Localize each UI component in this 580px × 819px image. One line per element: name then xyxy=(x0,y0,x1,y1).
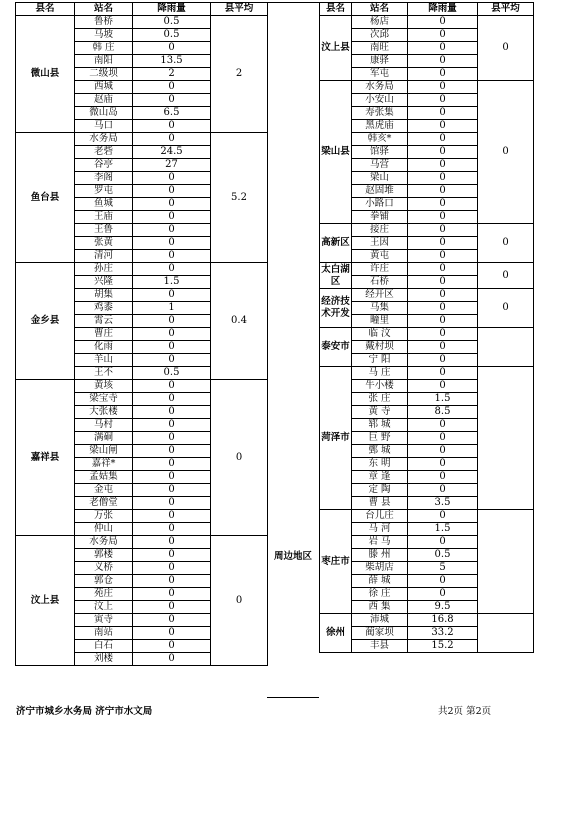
rainfall-value: 0 xyxy=(133,328,211,341)
station-name: 戴村坝 xyxy=(352,341,408,354)
station-name: 黄 寺 xyxy=(352,406,408,419)
station-name: 谷亭 xyxy=(75,159,133,172)
station-name: 牛小楼 xyxy=(352,380,408,393)
table-row xyxy=(320,16,534,29)
station-name: 蔺家坝 xyxy=(352,627,408,640)
station-name: 丰县 xyxy=(352,640,408,653)
station-name: 金屯 xyxy=(75,484,133,497)
rainfall-value: 0 xyxy=(133,523,211,536)
station-name: 马 河 xyxy=(352,523,408,536)
station-name: 赵庙 xyxy=(75,94,133,107)
station-name: 次邱 xyxy=(352,29,408,42)
station-name: 王鲁 xyxy=(75,224,133,237)
county-name: 徐州 xyxy=(320,614,352,653)
rainfall-value: 0 xyxy=(133,575,211,588)
rainfall-value: 0 xyxy=(133,458,211,471)
station-name: 水务局 xyxy=(75,133,133,146)
rainfall-value: 0 xyxy=(408,159,478,172)
county-average: 0 xyxy=(211,536,268,666)
rainfall-value: 0.5 xyxy=(408,549,478,562)
station-name: 二级坝 xyxy=(75,68,133,81)
footer-page-number: 共2页 第2页 xyxy=(438,706,492,717)
station-name: 仲山 xyxy=(75,523,133,536)
rainfall-value: 0 xyxy=(408,185,478,198)
table-row xyxy=(320,510,534,523)
rainfall-value: 1.5 xyxy=(408,523,478,536)
county-average: 0 xyxy=(478,263,534,289)
rainfall-value: 0 xyxy=(133,432,211,445)
rainfall-value: 15.2 xyxy=(408,640,478,653)
county-name: 经济技术开发 xyxy=(320,289,352,328)
station-name: 梁山 xyxy=(352,172,408,185)
station-name: 黄屯 xyxy=(352,250,408,263)
table-row xyxy=(320,224,534,237)
rainfall-value: 0 xyxy=(408,146,478,159)
rainfall-value: 0 xyxy=(408,471,478,484)
station-name: 鱼城 xyxy=(75,198,133,211)
rainfall-value: 0 xyxy=(133,42,211,55)
rainfall-value: 0 xyxy=(133,211,211,224)
county-name: 金乡县 xyxy=(16,263,75,380)
rainfall-value: 0 xyxy=(133,549,211,562)
station-name: 南阳 xyxy=(75,55,133,68)
rainfall-value: 0 xyxy=(408,510,478,523)
rainfall-value: 0 xyxy=(133,614,211,627)
station-name: 苑庄 xyxy=(75,588,133,601)
header-station: 站名 xyxy=(352,3,408,16)
station-name: 定 陶 xyxy=(352,484,408,497)
rainfall-value: 3.5 xyxy=(408,497,478,510)
rainfall-value: 0 xyxy=(408,419,478,432)
station-name: 老砦 xyxy=(75,146,133,159)
county-name: 菏泽市 xyxy=(320,367,352,510)
rainfall-value: 8.5 xyxy=(408,406,478,419)
county-name: 太白湖区 xyxy=(321,263,350,287)
county-average: 0 xyxy=(478,224,534,263)
station-name: 王因 xyxy=(352,237,408,250)
rainfall-value: 0 xyxy=(408,458,478,471)
rainfall-value: 0 xyxy=(133,445,211,458)
station-name: 郓 城 xyxy=(352,419,408,432)
county-name: 枣庄市 xyxy=(320,510,352,614)
station-name: 王不 xyxy=(75,367,133,380)
rainfall-value: 0 xyxy=(133,380,211,393)
station-name: 赵固堆 xyxy=(352,185,408,198)
rainfall-value: 1.5 xyxy=(408,393,478,406)
rainfall-value: 0 xyxy=(133,471,211,484)
station-name: 万张 xyxy=(75,510,133,523)
station-name: 嘉祥* xyxy=(75,458,133,471)
station-name: 小路口 xyxy=(352,198,408,211)
station-name: 胡集 xyxy=(75,289,133,302)
rainfall-value: 0 xyxy=(133,562,211,575)
station-name: 鲁桥 xyxy=(75,16,133,29)
rainfall-value: 0 xyxy=(133,497,211,510)
rainfall-value: 0 xyxy=(133,406,211,419)
county-average: 2 xyxy=(211,16,268,133)
station-name: 寿张集 xyxy=(352,107,408,120)
left-rainfall-table xyxy=(15,2,268,666)
rainfall-value: 0 xyxy=(408,81,478,94)
station-name: 马集 xyxy=(352,302,408,315)
rainfall-value: 0 xyxy=(408,107,478,120)
station-name: 石桥 xyxy=(352,276,408,289)
station-name: 刘楼 xyxy=(75,653,133,666)
station-name: 黄垓 xyxy=(75,380,133,393)
station-name: 张 庄 xyxy=(352,393,408,406)
station-name: 西 集 xyxy=(352,601,408,614)
county-average: 0.4 xyxy=(211,263,268,380)
rainfall-value: 0.5 xyxy=(133,29,211,42)
station-name: 薛 城 xyxy=(352,575,408,588)
station-name: 梁宝寺 xyxy=(75,393,133,406)
station-name: 军屯 xyxy=(352,68,408,81)
rainfall-value: 0 xyxy=(408,211,478,224)
region-label: 周边地区 xyxy=(273,551,312,562)
station-name: 寅寺 xyxy=(75,614,133,627)
station-name: 张黄 xyxy=(75,237,133,250)
county-average: 0 xyxy=(478,289,534,328)
county-name: 汶上县 xyxy=(16,536,75,666)
rainfall-value: 27 xyxy=(133,159,211,172)
station-name: 水务局 xyxy=(75,536,133,549)
station-name: 西城 xyxy=(75,81,133,94)
county-name: 泰安市 xyxy=(320,328,352,367)
county-name: 嘉祥县 xyxy=(16,380,75,536)
right-rainfall-table xyxy=(319,2,534,653)
header-avg: 县平均 xyxy=(478,3,534,16)
station-name: 化雨 xyxy=(75,341,133,354)
rainfall-value: 0 xyxy=(133,341,211,354)
station-name: 疃里 xyxy=(352,315,408,328)
rainfall-value: 0 xyxy=(408,42,478,55)
station-name: 大张楼 xyxy=(75,406,133,419)
station-name: 经开区 xyxy=(352,289,408,302)
rainfall-value: 6.5 xyxy=(133,107,211,120)
station-name: 韩 庄 xyxy=(75,42,133,55)
table-header-row xyxy=(16,3,268,16)
rainfall-value: 0 xyxy=(408,354,478,367)
station-name: 白石 xyxy=(75,640,133,653)
rainfall-value: 0 xyxy=(408,432,478,445)
station-name: 孟姑集 xyxy=(75,471,133,484)
station-name: 李阁 xyxy=(75,172,133,185)
rainfall-value: 0 xyxy=(133,315,211,328)
header-rainfall: 降雨量 xyxy=(408,3,478,16)
rainfall-value: 0.5 xyxy=(133,16,211,29)
station-name: 康驿 xyxy=(352,55,408,68)
table-header-row xyxy=(320,3,534,16)
rainfall-value: 0 xyxy=(133,510,211,523)
rainfall-value: 0 xyxy=(408,445,478,458)
station-name: 孙庄 xyxy=(75,263,133,276)
table-row xyxy=(16,133,268,146)
station-name: 鸡黍 xyxy=(75,302,133,315)
station-name: 韩亥* xyxy=(352,133,408,146)
county-name: 高新区 xyxy=(320,224,352,263)
station-name: 霄云 xyxy=(75,315,133,328)
station-name: 黑虎庙 xyxy=(352,120,408,133)
table-row xyxy=(320,289,534,302)
rainfall-value: 0 xyxy=(133,653,211,666)
rainfall-value: 1.5 xyxy=(133,276,211,289)
region-column xyxy=(267,2,319,698)
rainfall-value: 0.5 xyxy=(133,367,211,380)
station-name: 马口 xyxy=(75,120,133,133)
table-row xyxy=(320,367,534,380)
station-name: 马 庄 xyxy=(352,367,408,380)
station-name: 南旺 xyxy=(352,42,408,55)
station-name: 滕 州 xyxy=(352,549,408,562)
rainfall-value: 0 xyxy=(133,484,211,497)
rainfall-value: 0 xyxy=(133,250,211,263)
rainfall-value: 9.5 xyxy=(408,601,478,614)
rainfall-value: 5 xyxy=(408,562,478,575)
footer-agency: 济宁市城乡水务局 济宁市水文局 xyxy=(16,706,153,717)
rainfall-value: 0 xyxy=(133,120,211,133)
county-average xyxy=(478,367,534,510)
station-name: 宁 阳 xyxy=(352,354,408,367)
rainfall-value: 0 xyxy=(408,367,478,380)
table-row xyxy=(320,81,534,94)
rainfall-value: 0 xyxy=(133,94,211,107)
rainfall-value: 0 xyxy=(408,328,478,341)
rainfall-value: 0 xyxy=(133,224,211,237)
rainfall-value: 0 xyxy=(408,289,478,302)
rainfall-value: 16.8 xyxy=(408,614,478,627)
station-name: 小安山 xyxy=(352,94,408,107)
rainfall-value: 0 xyxy=(408,588,478,601)
station-name: 巨 野 xyxy=(352,432,408,445)
station-name: 许庄 xyxy=(352,263,408,276)
rainfall-value: 0 xyxy=(408,484,478,497)
rainfall-value: 0 xyxy=(408,302,478,315)
county-average: 5.2 xyxy=(211,133,268,263)
rainfall-value: 0 xyxy=(133,185,211,198)
rainfall-value: 0 xyxy=(133,133,211,146)
header-county: 县名 xyxy=(16,3,75,16)
county-average: 0 xyxy=(478,81,534,224)
header-rainfall: 降雨量 xyxy=(133,3,211,16)
header-county: 县名 xyxy=(320,3,352,16)
rainfall-value: 0 xyxy=(133,640,211,653)
county-name: 梁山县 xyxy=(320,81,352,224)
rainfall-value: 0 xyxy=(408,94,478,107)
station-name: 岩 马 xyxy=(352,536,408,549)
rainfall-value: 0 xyxy=(408,133,478,146)
rainfall-value: 0 xyxy=(408,120,478,133)
rainfall-value: 0 xyxy=(133,198,211,211)
station-name: 王庙 xyxy=(75,211,133,224)
station-name: 杨店 xyxy=(352,16,408,29)
table-row xyxy=(16,263,268,276)
rainfall-value: 0 xyxy=(133,172,211,185)
rainfall-value: 0 xyxy=(133,536,211,549)
table-row xyxy=(320,328,534,341)
rainfall-value: 0 xyxy=(133,263,211,276)
table-row xyxy=(16,536,268,549)
station-name: 馆驿 xyxy=(352,146,408,159)
county-name: 汶上县 xyxy=(320,16,352,81)
rainfall-value: 0 xyxy=(408,575,478,588)
county-name: 鱼台县 xyxy=(16,133,75,263)
rainfall-value: 0 xyxy=(408,276,478,289)
rainfall-value: 13.5 xyxy=(133,55,211,68)
station-name: 兴隆 xyxy=(75,276,133,289)
rainfall-value: 0 xyxy=(133,354,211,367)
station-name: 拳铺 xyxy=(352,211,408,224)
rainfall-value: 0 xyxy=(408,341,478,354)
station-name: 马营 xyxy=(352,159,408,172)
county-average: 0 xyxy=(478,16,534,81)
table-row xyxy=(320,263,534,276)
station-name: 马村 xyxy=(75,419,133,432)
station-name: 满硐 xyxy=(75,432,133,445)
station-name: 接庄 xyxy=(352,224,408,237)
table-row xyxy=(16,16,268,29)
rainfall-value: 0 xyxy=(408,263,478,276)
county-average xyxy=(478,328,534,367)
rainfall-value: 1 xyxy=(133,302,211,315)
station-name: 鄄 城 xyxy=(352,445,408,458)
county-average: 0 xyxy=(211,380,268,536)
header-avg: 县平均 xyxy=(211,3,268,16)
station-name: 马坡 xyxy=(75,29,133,42)
station-name: 沛城 xyxy=(352,614,408,627)
station-name: 章 逢 xyxy=(352,471,408,484)
station-name: 郭楼 xyxy=(75,549,133,562)
rainfall-value: 0 xyxy=(408,224,478,237)
rainfall-value: 0 xyxy=(133,393,211,406)
rainfall-value: 0 xyxy=(408,198,478,211)
header-station: 站名 xyxy=(75,3,133,16)
rainfall-value: 0 xyxy=(408,55,478,68)
table-row xyxy=(16,380,268,393)
rainfall-value: 0 xyxy=(408,16,478,29)
station-name: 梁山闸 xyxy=(75,445,133,458)
rainfall-value: 0 xyxy=(133,627,211,640)
station-name: 柴胡店 xyxy=(352,562,408,575)
rainfall-value: 0 xyxy=(133,237,211,250)
rainfall-value: 0 xyxy=(408,250,478,263)
station-name: 台儿庄 xyxy=(352,510,408,523)
station-name: 义桥 xyxy=(75,562,133,575)
rainfall-value: 0 xyxy=(408,380,478,393)
station-name: 汶上 xyxy=(75,601,133,614)
rainfall-value: 0 xyxy=(408,68,478,81)
station-name: 罗屯 xyxy=(75,185,133,198)
station-name: 清河 xyxy=(75,250,133,263)
rainfall-value: 0 xyxy=(408,172,478,185)
rainfall-value: 0 xyxy=(133,81,211,94)
station-name: 羊山 xyxy=(75,354,133,367)
station-name: 郭仓 xyxy=(75,575,133,588)
station-name: 老僧堂 xyxy=(75,497,133,510)
rainfall-value: 0 xyxy=(408,536,478,549)
county-average xyxy=(478,510,534,614)
rainfall-value: 33.2 xyxy=(408,627,478,640)
station-name: 徐 庄 xyxy=(352,588,408,601)
rainfall-value: 0 xyxy=(133,419,211,432)
station-name: 水务局 xyxy=(352,81,408,94)
rainfall-value: 0 xyxy=(133,588,211,601)
rainfall-value: 0 xyxy=(133,289,211,302)
station-name: 南站 xyxy=(75,627,133,640)
station-name: 曹庄 xyxy=(75,328,133,341)
rainfall-value: 24.5 xyxy=(133,146,211,159)
county-average xyxy=(478,614,534,653)
table-row xyxy=(320,614,534,627)
station-name: 东 明 xyxy=(352,458,408,471)
rainfall-value: 2 xyxy=(133,68,211,81)
rainfall-value: 0 xyxy=(408,237,478,250)
station-name: 曹 县 xyxy=(352,497,408,510)
rainfall-value: 0 xyxy=(408,315,478,328)
station-name: 临 汶 xyxy=(352,328,408,341)
station-name: 微山岛 xyxy=(75,107,133,120)
rainfall-value: 0 xyxy=(408,29,478,42)
rainfall-value: 0 xyxy=(133,601,211,614)
county-name: 微山县 xyxy=(16,16,75,133)
